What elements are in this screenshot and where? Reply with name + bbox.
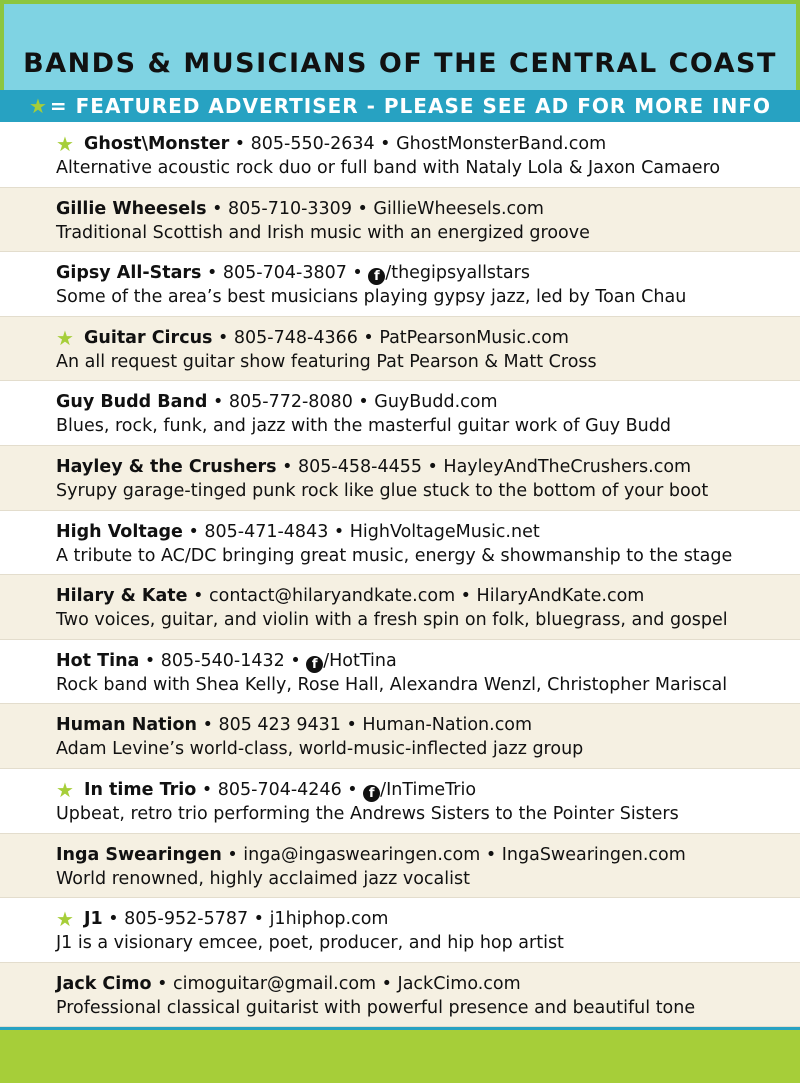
band-description: Traditional Scottish and Irish music with an energized groove (56, 222, 590, 243)
band-contact: • 805-772-8080 • GuyBudd.com (207, 392, 498, 413)
entry-contact-line (56, 649, 800, 673)
band-name: Guy Budd Band (56, 392, 208, 413)
entry-contact-line (56, 197, 800, 221)
band-name: Guitar Circus (84, 327, 213, 348)
list-item (0, 640, 800, 705)
band-name: Hayley & the Crushers (56, 456, 277, 477)
legend-text: = FEATURED ADVERTISER - PLEASE SEE AD FOR MORE INFO (49, 94, 772, 118)
star-icon: ★ (56, 777, 74, 802)
band-name: Jack Cimo (56, 973, 152, 994)
list-item (0, 704, 800, 769)
band-description: Professional classical guitarist with powerful presence and beautiful tone (56, 997, 696, 1018)
star-icon: ★ (56, 325, 74, 350)
entry-contact-line (56, 261, 800, 285)
band-contact: • 805-704-4246 • (196, 779, 364, 800)
facebook-handle: /thegipsyallstars (385, 263, 530, 284)
facebook-icon: f (363, 785, 380, 802)
entry-contact-line (56, 326, 800, 350)
band-contact: • 805-458-4455 • HayleyAndTheCrushers.com (276, 456, 692, 477)
band-name: In time Trio (84, 779, 197, 800)
list-item (0, 446, 800, 511)
band-name: Gillie Wheesels (56, 198, 207, 219)
entry-contact-line (56, 778, 800, 802)
list-item (0, 769, 800, 834)
band-contact: • 805-748-4366 • PatPearsonMusic.com (212, 327, 569, 348)
featured-legend (0, 90, 800, 122)
band-description: Rock band with Shea Kelly, Rose Hall, Alexandra Wenzl, Christopher Mariscal (56, 674, 728, 695)
entry-contact-line (56, 520, 800, 544)
entry-contact-line (56, 390, 800, 414)
band-contact: • inga@ingaswearingen.com • IngaSwearingen.com (221, 844, 686, 865)
band-description: Upbeat, retro trio performing the Andrews Sisters to the Pointer Sisters (56, 803, 679, 824)
page-title: BANDS & MUSICIANS OF THE CENTRAL COAST (23, 48, 777, 79)
header-banner (0, 0, 800, 90)
list-item (0, 123, 800, 188)
list-item (0, 898, 800, 963)
band-contact: • 805-952-5787 • j1hiphop.com (102, 909, 389, 930)
list-item (0, 575, 800, 640)
list-item (0, 317, 800, 382)
band-name: Hilary & Kate (56, 586, 188, 607)
band-contact: • 805-704-3807 • (201, 263, 369, 284)
list-item (0, 963, 800, 1028)
band-contact: • cimoguitar@gmail.com • JackCimo.com (151, 973, 521, 994)
list-item (0, 252, 800, 317)
band-description: World renowned, highly acclaimed jazz vocalist (56, 868, 470, 889)
band-contact: • 805-471-4843 • HighVoltageMusic.net (182, 521, 540, 542)
entry-contact-line (56, 584, 800, 608)
entry-contact-line (56, 455, 800, 479)
band-name: Inga Swearingen (56, 844, 222, 865)
band-contact: • 805-710-3309 • GillieWheesels.com (206, 198, 544, 219)
band-name: Human Nation (56, 715, 197, 736)
band-name: Gipsy All-Stars (56, 263, 202, 284)
facebook-icon: f (306, 656, 323, 673)
band-description: Some of the area’s best musicians playing gypsy jazz, led by Toan Chau (56, 287, 687, 308)
band-description: J1 is a visionary emcee, poet, producer, and hip hop artist (56, 933, 564, 954)
band-name: J1 (84, 909, 103, 930)
entry-contact-line (56, 972, 800, 996)
band-name: Ghost\Monster (84, 134, 230, 154)
band-description: A tribute to AC/DC bringing great music, energy & showmanship to the stage (56, 545, 733, 566)
list-item (0, 834, 800, 899)
entry-contact-line (56, 132, 800, 156)
star-icon: ★ (56, 132, 74, 156)
band-list (0, 123, 800, 1027)
footer-bar (0, 1027, 800, 1083)
band-description: Two voices, guitar, and violin with a fresh spin on folk, bluegrass, and gospel (56, 610, 728, 631)
facebook-icon: f (368, 268, 385, 285)
band-contact: • 805-550-2634 • GhostMonsterBand.com (229, 134, 607, 154)
band-contact: • contact@hilaryandkate.com • HilaryAndKate.com (187, 586, 645, 607)
band-description: Alternative acoustic rock duo or full band with Nataly Lola & Jaxon Camaero (56, 158, 721, 178)
band-name: High Voltage (56, 521, 183, 542)
list-item (0, 188, 800, 253)
entry-contact-line (56, 907, 800, 931)
entry-contact-line (56, 843, 800, 867)
facebook-handle: /InTimeTrio (380, 779, 477, 800)
band-description: Syrupy garage-tinged punk rock like glue stuck to the bottom of your boot (56, 480, 709, 501)
facebook-handle: /HotTina (323, 650, 397, 671)
band-description: Blues, rock, funk, and jazz with the masterful guitar work of Guy Budd (56, 416, 671, 437)
band-contact: • 805 423 9431 • Human-Nation.com (197, 715, 533, 736)
band-description: Adam Levine’s world-class, world-music-inflected jazz group (56, 739, 584, 760)
list-item (0, 381, 800, 446)
entry-contact-line (56, 713, 800, 737)
band-name: Hot Tina (56, 650, 140, 671)
star-icon: ★ (56, 907, 74, 932)
star-icon: ★ (28, 94, 48, 118)
band-contact: • 805-540-1432 • (139, 650, 307, 671)
list-item (0, 511, 800, 576)
band-description: An all request guitar show featuring Pat Pearson & Matt Cross (56, 351, 597, 372)
